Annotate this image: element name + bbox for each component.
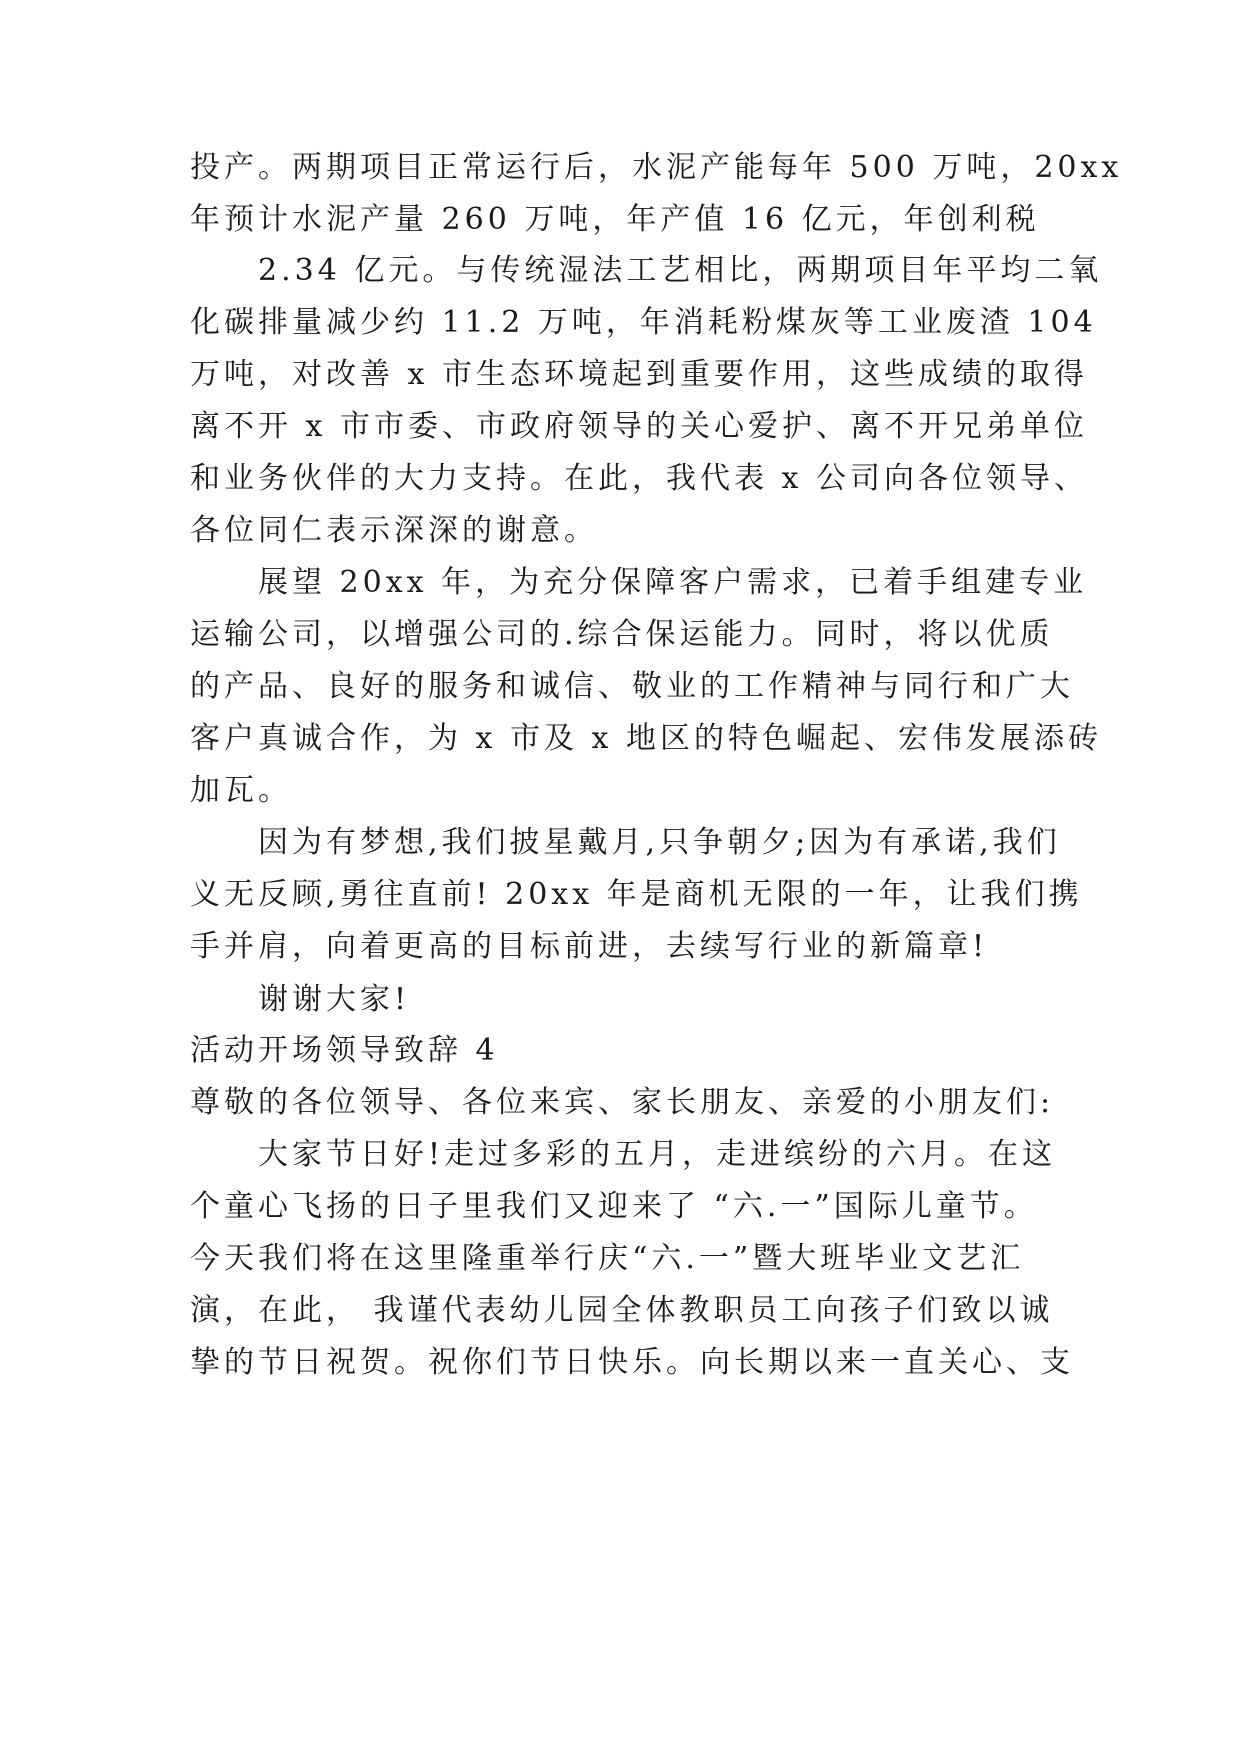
section-heading: 活动开场领导致辞 4 xyxy=(190,1033,499,1068)
paragraph-line: 运输公司，以增强公司的.综合保运能力。同时，将以优质 xyxy=(190,617,1054,652)
paragraph-line: 化碳排量减少约 11.2 万吨，年消耗粉煤灰等工业废渣 104 xyxy=(190,305,1097,340)
paragraph-line: 谢谢大家! xyxy=(258,982,411,1017)
paragraph-line: 个童心飞扬的日子里我们又迎来了 “六.一”国际儿童节。 xyxy=(190,1189,1038,1224)
paragraph-line: 客户真诚合作，为 x 市及 x 地区的特色崛起、宏伟发展添砖 xyxy=(190,721,1102,756)
paragraph-line: 年预计水泥产量 260 万吨，年产值 16 亿元，年创利税 xyxy=(190,202,1040,237)
paragraph-line: 的产品、良好的服务和诚信、敬业的工作精神与同行和广大 xyxy=(190,669,1074,704)
paragraph-line: 挚的节日祝贺。祝你们节日快乐。向长期以来一直关心、支 xyxy=(190,1345,1074,1380)
paragraph-line: 投产。两期项目正常运行后，水泥产能每年 500 万吨，20xx xyxy=(190,150,1123,185)
paragraph-line: 演，在此， 我谨代表幼儿园全体教职员工向孩子们致以诚 xyxy=(190,1293,1054,1328)
paragraph-line: 离不开 x 市市委、市政府领导的关心爱护、离不开兄弟单位 xyxy=(190,409,1088,444)
paragraph-line: 手并肩，向着更高的目标前进，去续写行业的新篇章! xyxy=(190,929,989,964)
paragraph-line: 展望 20xx 年，为充分保障客户需求，已着手组建专业 xyxy=(258,565,1088,600)
paragraph-line: 加瓦。 xyxy=(190,773,292,808)
salutation-line: 尊敬的各位领导、各位来宾、家长朋友、亲爱的小朋友们: xyxy=(190,1085,1055,1120)
paragraph-line: 大家节日好!走过多彩的五月，走进缤纷的六月。在这 xyxy=(258,1137,1057,1172)
paragraph-line: 因为有梦想,我们披星戴月,只争朝夕;因为有承诺,我们 xyxy=(258,825,1061,860)
paragraph-line: 2.34 亿元。与传统湿法工艺相比，两期项目年平均二氧 xyxy=(258,253,1103,288)
paragraph-line: 义无反顾,勇往直前! 20xx 年是商机无限的一年，让我们携 xyxy=(190,877,1083,912)
paragraph-line: 和业务伙伴的大力支持。在此，我代表 x 公司向各位领导、 xyxy=(190,461,1088,496)
paragraph-line: 今天我们将在这里隆重举行庆“六.一”暨大班毕业文艺汇 xyxy=(190,1241,1025,1276)
paragraph-line: 各位同仁表示深深的谢意。 xyxy=(190,513,598,548)
paragraph-line: 万吨，对改善 x 市生态环境起到重要作用，这些成绩的取得 xyxy=(190,357,1088,392)
